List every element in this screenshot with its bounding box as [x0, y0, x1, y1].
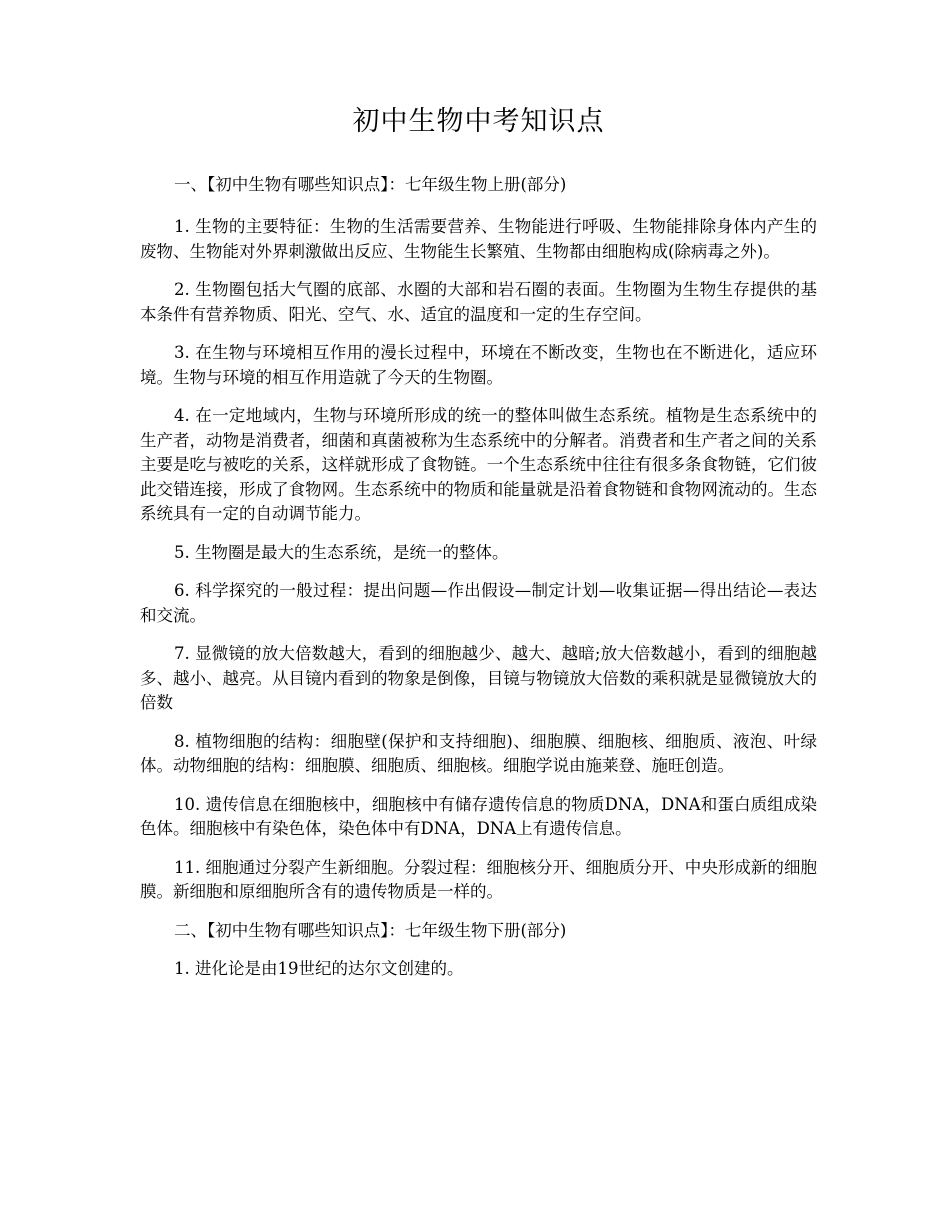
document-title: 初中生物中考知识点 — [352, 106, 605, 137]
section-heading-grade7-second-term: 二、【初中生物有哪些知识点】：七年级生物下册(部分) — [174, 920, 567, 940]
section-heading-grade7-first-term: 一、【初中生物有哪些知识点】：七年级生物上册(部分) — [174, 175, 567, 194]
paragraph-5: 5. 生物圈是最大的生态系统，是统一的整体。 — [174, 542, 509, 562]
section2-paragraph-1: 1. 进化论是由19世纪的达尔文创建的。 — [174, 959, 464, 978]
paragraph-6: 6. 科学探究的一般过程：提出问题—作出假设—制定计划—收集证据—得出结论—表达和交流。 — [140, 581, 817, 625]
paragraph-3: 3. 在生物与环境相互作用的漫长过程中，环境在不断改变，生物也在不断进化，适应环境。生物与环境的相互作用造就了今天的生物圈。 — [140, 343, 817, 387]
paragraph-7: 7. 显微镜的放大倍数越大，看到的细胞越少、越大、越暗;放大倍数越小，看到的细胞越多、越小、越亮。从目镜内看到的物象是倒像，目镜与物镜放大倍数的乘积就是显微镜放大的倍数 — [140, 644, 817, 712]
paragraph-2: 2. 生物圈包括大气圈的底部、水圈的大部和岩石圈的表面。生物圈为生物生存提供的基本条件有营养物质、阳光、空气、水、适宜的温度和一定的生存空间。 — [140, 280, 817, 324]
paragraph-8: 8. 植物细胞的结构：细胞壁(保护和支持细胞)、细胞膜、细胞核、细胞质、液泡、叶绿体。动物细胞的结构：细胞膜、细胞质、细胞核。细胞学说由施莱登、施旺创造。 — [140, 731, 817, 775]
paragraph-4: 4. 在一定地域内，生物与环境所形成的统一的整体叫做生态系统。植物是生态系统中的生产者，动物是消费者，细菌和真菌被称为生态系统中的分解者。消费者和生产者之间的关系主要是吃与被吃的关系，这样就形成了食物链。一个生态系统中往往有很多条食物链，它们彼此交错连接，形成了食物网。生态系统中的物质和能量就是沿着食物链和食物网流动的。生态系统具有一定的自动调节能力。 — [140, 406, 817, 523]
paragraph-1: 1. 生物的主要特征：生物的生活需要营养、生物能进行呼吸、生物能排除身体内产生的废物、生物能对外界刺激做出反应、生物能生长繁殖、生物都由细胞构成(除病毒之外)。 — [140, 217, 817, 261]
paragraph-10: 10. 遗传信息在细胞核中，细胞核中有储存遗传信息的物质DNA，DNA和蛋白质组成染色体。细胞核中有染色体，染色体中有DNA，DNA上有遗传信息。 — [140, 794, 817, 838]
paragraph-11: 11. 细胞通过分裂产生新细胞。分裂过程：细胞核分开、细胞质分开、中央形成新的细胞膜。新细胞和原细胞所含有的遗传物质是一样的。 — [140, 857, 817, 901]
